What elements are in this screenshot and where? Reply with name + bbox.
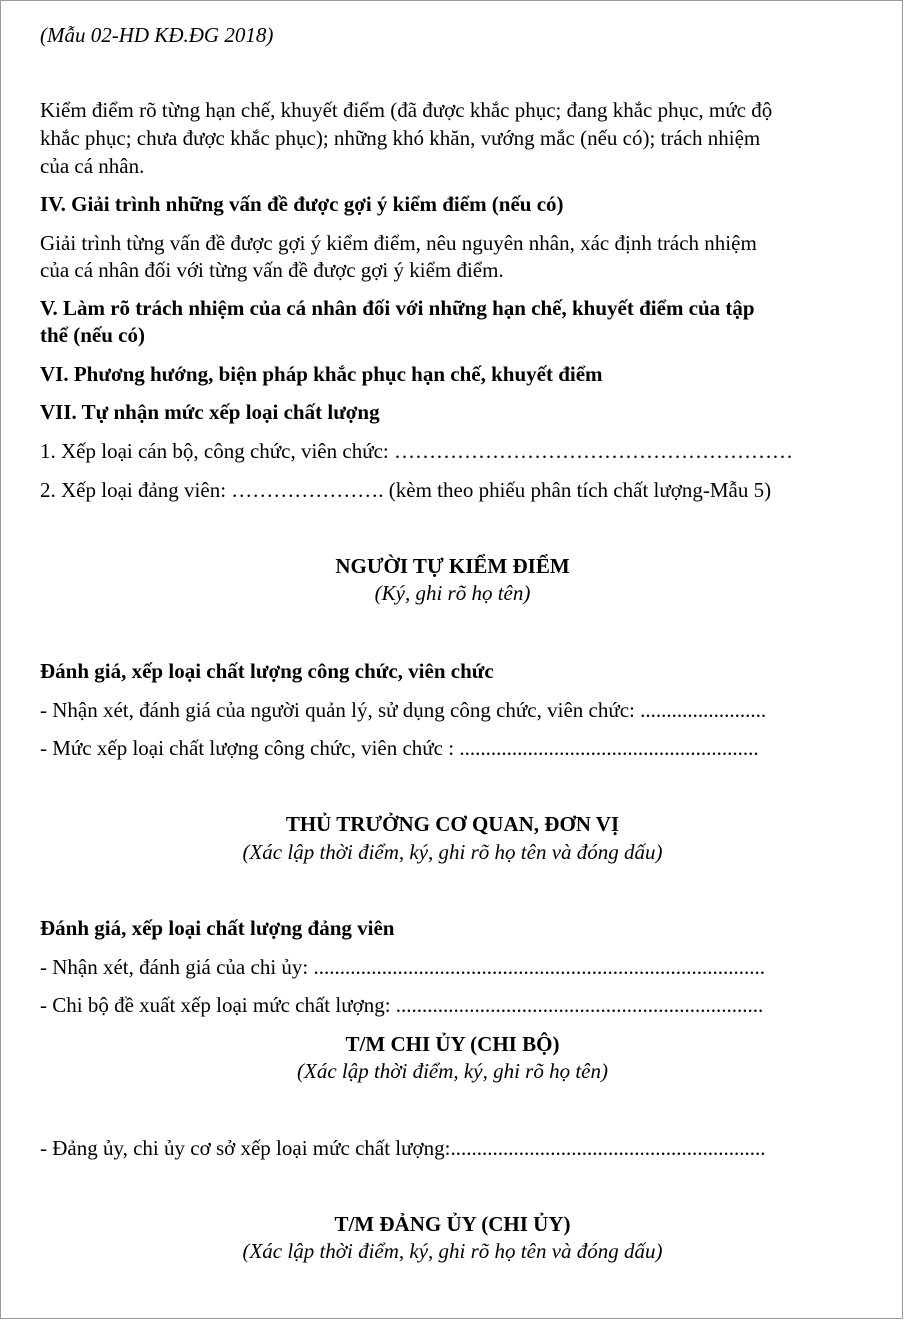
cell-signature-title: T/M CHI ỦY (CHI BỘ) [345, 1032, 560, 1056]
committee-signature-note: (Xác lập thời điểm, ký, ghi rõ họ tên và đóng dấu) [242, 1239, 663, 1263]
party-member-eval-heading: Đánh giá, xếp loại chất lượng đảng viên [40, 916, 395, 940]
section-iv-body-2: của cá nhân đối với từng vấn đề được gợi ý kiểm điểm. [40, 258, 504, 282]
grassroots-eval-line-1: - Đảng ủy, chi ủy cơ sở xếp loại mức chất lượng:............................................................ [40, 1136, 766, 1160]
intro-line-3: của cá nhân. [40, 154, 145, 178]
civil-servant-eval-heading: Đánh giá, xếp loại chất lượng công chức, viên chức [40, 659, 494, 683]
civil-servant-eval-line-2: - Mức xếp loại chất lượng công chức, viên chức : ......................................................... [40, 736, 759, 760]
section-v-heading-2: thể (nếu có) [40, 323, 145, 347]
intro-line-1: Kiểm điểm rõ từng hạn chế, khuyết điểm (đã được khắc phục; đang khắc phục, mức độ [40, 98, 773, 122]
form-code: (Mẫu 02-HD KĐ.ĐG 2018) [40, 23, 274, 47]
self-signature-title: NGƯỜI TỰ KIỂM ĐIỂM [335, 554, 570, 578]
section-iv-body-1: Giải trình từng vấn đề được gợi ý kiểm điểm, nêu nguyên nhân, xác định trách nhiệm [40, 231, 757, 255]
section-iv-heading: IV. Giải trình những vấn đề được gợi ý kiểm điểm (nếu có) [40, 192, 564, 216]
section-vii-item-2: 2. Xếp loại đảng viên: …………………. (kèm theo phiếu phân tích chất lượng-Mẫu 5) [40, 478, 772, 502]
head-signature-title: THỦ TRƯỞNG CƠ QUAN, ĐƠN VỊ [285, 812, 620, 836]
section-vii-item-1: 1. Xếp loại cán bộ, công chức, viên chức: ………………………………………………… [40, 439, 793, 463]
self-signature-note: (Ký, ghi rõ họ tên) [374, 581, 531, 605]
section-v-heading-1: V. Làm rõ trách nhiệm của cá nhân đối với những hạn chế, khuyết điểm của tập [40, 296, 755, 320]
section-vi-heading: VI. Phương hướng, biện pháp khắc phục hạn chế, khuyết điểm [40, 362, 603, 386]
committee-signature-title: T/M ĐẢNG ỦY (CHI ỦY) [334, 1212, 571, 1236]
party-member-eval-line-1: - Nhận xét, đánh giá của chi ủy: ...................................................................................... [40, 955, 765, 979]
head-signature-note: (Xác lập thời điểm, ký, ghi rõ họ tên và đóng dấu) [242, 840, 663, 864]
intro-line-2: khắc phục; chưa được khắc phục); những khó khăn, vướng mắc (nếu có); trách nhiệm [40, 126, 761, 150]
civil-servant-eval-line-1: - Nhận xét, đánh giá của người quản lý, sử dụng công chức, viên chức: ........................ [40, 698, 767, 722]
section-vii-heading: VII. Tự nhận mức xếp loại chất lượng [40, 400, 380, 424]
cell-signature-note: (Xác lập thời điểm, ký, ghi rõ họ tên) [297, 1059, 608, 1083]
party-member-eval-line-2: - Chi bộ đề xuất xếp loại mức chất lượng: ...................................................................... [40, 993, 764, 1017]
